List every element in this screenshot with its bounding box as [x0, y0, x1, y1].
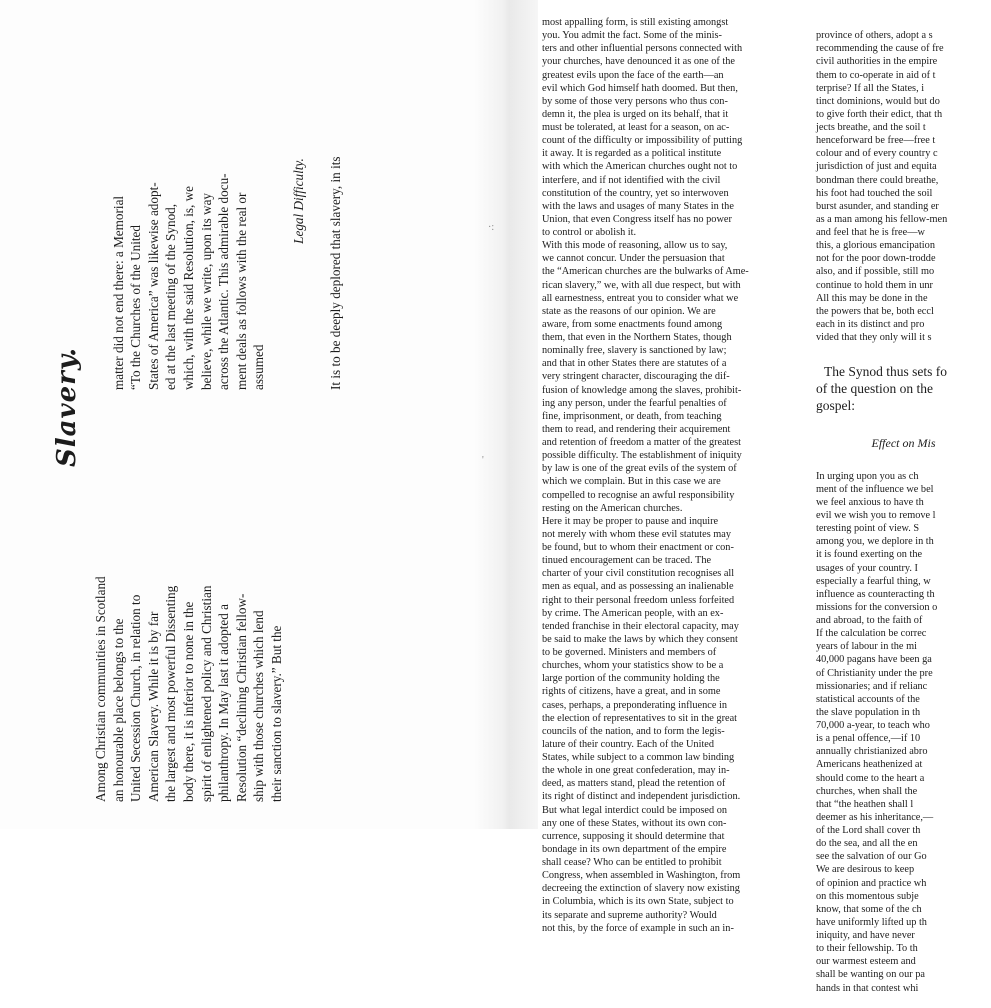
right-column-1: most appalling form, is still existing amongst you. You admit the fact. Some of the minis- ters and other influential persons connected with your churches, have denounced it as one of the greatest evils upon the face of the earth—an evil which God himself hath doomed. But then, by some of those very persons who thus con- demn it, the plea is urged on its behalf, that it must be tolerated, at least for a season, on ac- count of the difficulty or impossibility of putting it away. It is regarded as a political institute with which the American churches ought not to interfere, and if not identified with the civil constitution of the country, yet so interwoven with the laws and usages of many States in the Union, that even Congress itself has no power to control or abolish it. With this mode of reasoning, allow us to say, we cannot concur. Under the persuasion that the “American churches are the bulwarks of Ame- rican slavery,” we, with all due respect, but with all earnestness, entreat you to consider what we state as the reasons of our opinion. We are aware, from some enactments found among them, that even in the Northern States, though nominally free, slavery is sanctioned by law; and that in other States there are statutes of a very stringent character, discouraging the dif- fusion of knowledge among the slaves, prohibit- ing any person, under the fearful penalties of fine, imprisonment, or death, from teaching them to read, and rendering their acquirement and retention of freedom a matter of the greatest possible difficulty. The establishment of iniquity by law is one of the great evils of the system of which we complain. But in this case we are compelled to recognise an awful responsibility resting on the American churches. Here it may be proper to pause and inquire not merely with whom these evil statutes may be found, but to whom their enactment or con- tinued encouragement can be traced. The charter of your civil constitution recognises all men as equal, and as possessing an inalienable right to their personal freedom unless forfeited by crime. The American people, with an ex- tended franchise in their electoral capacity, may be said to make the laws by which they consent to be governed. Ministers and members of churches, whom your statistics show to be a large portion of the community holding the rights of citizens, have a great, and in some cases, perhaps, a preponderating influence in the election of representatives to sit in the great councils of the nation, and to form the legis- lature of their country. Each of the United States, while subject to a common law binding the whole in one great confederation, may in- deed, as matters stand, plead the retention of its right of distinct and independent jurisdiction. But what legal interdict could be imposed on any one of these States, without its own con- currence, supposing it should determine that bondage in its own department of the empire shall cease? Who can be entitled to prohibit Congress, when assembled in Washington, from decreeing the extinction of slavery now existing in Columbia, which is its own State, subject to its separate and supreme authority? Would not this, by the force of example in such an in-	[542, 17, 749, 934]
rotated-columns	[92, 12, 343, 802]
rotated-column-left: Among Christian communities in Scotland an honourable place belongs to the United Secession Church, in relation to American Slavery. While it is by far the largest and most powerful Dissenting body there, it is inferior to none in the spirit of enlightened policy and Christian philanthropy. In May last it adopted a Resolution “declining Christian fellow- ship with those churches which lend their sanction to slavery.” But the	[93, 576, 284, 802]
page-title: Slavery.	[52, 346, 82, 468]
gutter-speck: ·:	[488, 222, 495, 233]
right-page	[538, 0, 980, 994]
book-gutter	[474, 0, 538, 829]
section-heading-legal-difficulty: Legal Difficulty.	[290, 158, 306, 244]
synod-statement: The Synod thus sets fo of the question on the gospel:	[816, 364, 947, 414]
gutter-speck: '	[482, 455, 484, 466]
rotated-column-right	[92, 12, 343, 390]
column-2-opening: province of others, adopt a s recommending the cause of fre civil authorities in the empire them to co-operate in aid of t terprise? If all the States, i tinct dominions, would but do to give forth their edict, that th jects breathe, and the soil t henceforward be free—free t colour and of every country c jurisdiction of just and equita bondman there could breathe, his foot had touched the soil burst asunder, and standing er as a man among his fellow-men and feel that he is free—w this, a glorious emancipation not for the poor down-trodde also, and if possible, still mo continue to hold them in unr All this may be done in the the powers that be, both eccl each in its distinct and pro vided that they only will it s	[816, 30, 948, 343]
rotated-page-content	[52, 12, 343, 802]
memorial-opening-line: It is to be deeply deplored that slavery, in its	[327, 156, 343, 390]
section-heading-effect-on-missions: Effect on Mis	[871, 436, 936, 451]
right-column-2	[816, 16, 991, 994]
left-page	[0, 0, 474, 829]
column-2-body: In urging upon you as ch ment of the influence we bel we feel anxious to have th evil we wish you to remove l teresting point of view. S among you, we deplore in th it is found exerting on the usages of your country. I especially a fearful thing, w influence as counteracting th missions for the conversion o and abroad, to the faith of If the calculation be correc years of labour in the mi 40,000 pagans have been ga of Christianity under the pre missionaries; and if relianc statistical accounts of the the slave population in th 70,000 a-year, to teach who is a penal offence,—if 10 annually christianized abro Americans heathenized at should come to the heart a churches, when shall the that “the heathen shall l deemer as his inheritance,— of the Lord shall cover th do the sea, and all the en see the salvation of our Go We are desirous to keep of opinion and practice wh on this momentous subje know, that some of the ch have uniformly lifted up th iniquity, and have never to their fellowship. To th our warmest esteem and shall be wanting on our pa hands in that contest whi	[816, 470, 938, 994]
memorial-intro: matter did not end there: a Memorial “To the Churches of the United States of America” was likewise adopt- ed at the last meeting of the Synod, which, with the said Resolution, is, we believe, while we write, upon its way across the Atlantic. This admirable docu- ment deals as follows with the real or assumed	[110, 173, 267, 390]
